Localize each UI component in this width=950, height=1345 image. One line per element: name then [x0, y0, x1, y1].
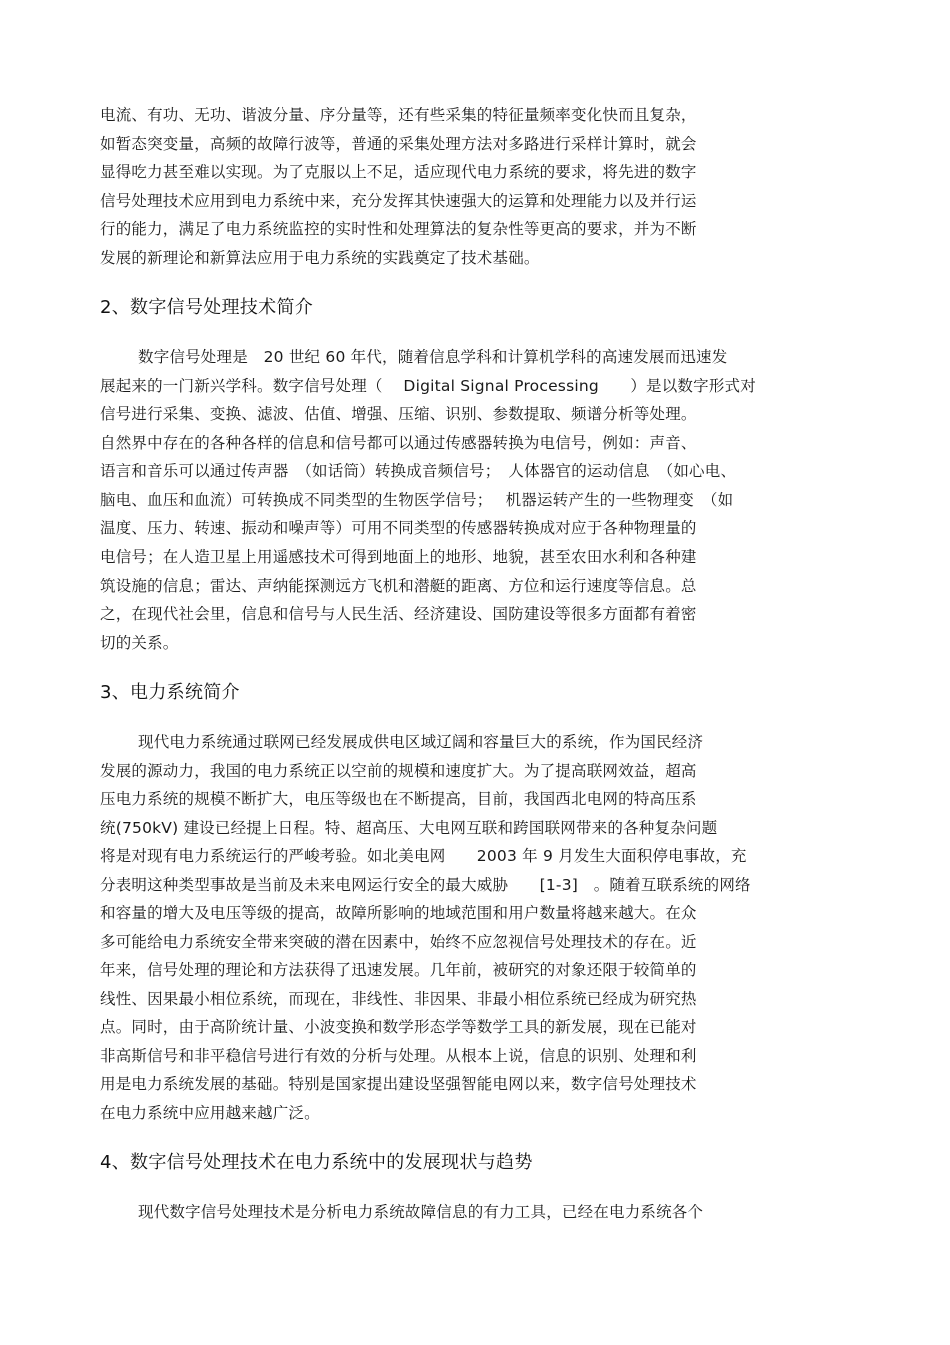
paragraph-line: 显得吃力甚至难以实现。为了克服以上不足，适应现代电力系统的要求，将先进的数字 — [100, 163, 697, 181]
paragraph-line: 发展的源动力，我国的电力系统正以空前的规模和速度扩大。为了提高联网效益，超高 — [100, 762, 697, 780]
paragraph-line: 数字信号处理是 20 世纪 60 年代，随着信息学科和计算机学科的高速发展而迅速发 — [138, 348, 728, 366]
paragraph-line: 统(750kV) 建设已经提上日程。特、超高压、大电网互联和跨国联网带来的各种复杂问题 — [100, 819, 718, 837]
paragraph-line: 行的能力，满足了电力系统监控的实时性和处理算法的复杂性等更高的要求，并为不断 — [100, 220, 697, 238]
paragraph-line: 信号进行采集、变换、滤波、估值、增强、压缩、识别、参数提取、频谱分析等处理。 — [100, 405, 697, 423]
paragraph-line: 切的关系。 — [100, 634, 179, 652]
section-heading: 3、电力系统简介 — [100, 682, 240, 703]
paragraph-line: 发展的新理论和新算法应用于电力系统的实践奠定了技术基础。 — [100, 249, 540, 267]
paragraph-line: 展起来的一门新兴学科。数字信号处理（ Digital Signal Processing ）是以数字形式对 — [100, 377, 756, 395]
paragraph-line: 和容量的增大及电压等级的提高，故障所影响的地域范围和用户数量将越来越大。在众 — [100, 904, 697, 922]
paragraph-line: 将是对现有电力系统运行的严峻考验。如北美电网 2003 年 9 月发生大面积停电事故，充 — [100, 847, 747, 865]
paragraph-line: 非高斯信号和非平稳信号进行有效的分析与处理。从根本上说，信息的识别、处理和利 — [100, 1047, 697, 1065]
paragraph-line: 之，在现代社会里，信息和信号与人民生活、经济建设、国防建设等很多方面都有着密 — [100, 605, 697, 623]
paragraph-line: 脑电、血压和血流）可转换成不同类型的生物医学信号； 机器运转产生的一些物理变 （如 — [100, 491, 734, 509]
paragraph-line: 年来，信号处理的理论和方法获得了迅速发展。几年前，被研究的对象还限于较简单的 — [100, 961, 697, 979]
paragraph-line: 点。同时，由于高阶统计量、小波变换和数学形态学等数学工具的新发展，现在已能对 — [100, 1018, 697, 1036]
paragraph-line: 信号处理技术应用到电力系统中来，充分发挥其快速强大的运算和处理能力以及并行运 — [100, 192, 697, 210]
paragraph-line: 分表明这种类型事故是当前及未来电网运行安全的最大威胁 [1-3] 。随着互联系统的网络 — [100, 876, 751, 894]
paragraph-line: 自然界中存在的各种各样的信息和信号都可以通过传感器转换为电信号，例如：声音、 — [100, 434, 697, 452]
paragraph-line: 语言和音乐可以通过传声器 （如话筒）转换成音频信号； 人体器官的运动信息 （如心电、 — [100, 462, 737, 480]
paragraph-line: 电流、有功、无功、谐波分量、序分量等，还有些采集的特征量频率变化快而且复杂， — [100, 106, 697, 124]
paragraph-line: 如暂态突变量，高频的故障行波等，普通的采集处理方法对多路进行采样计算时，就会 — [100, 135, 697, 153]
paragraph-line: 线性、因果最小相位系统，而现在，非线性、非因果、非最小相位系统已经成为研究热 — [100, 990, 697, 1008]
paragraph-line: 现代电力系统通过联网已经发展成供电区域辽阔和容量巨大的系统，作为国民经济 — [138, 733, 704, 751]
paragraph-line: 现代数字信号处理技术是分析电力系统故障信息的有力工具，已经在电力系统各个 — [138, 1203, 704, 1221]
paragraph-line: 在电力系统中应用越来越广泛。 — [100, 1104, 320, 1122]
paragraph-line: 多可能给电力系统安全带来突破的潜在因素中，始终不应忽视信号处理技术的存在。近 — [100, 933, 697, 951]
section-heading: 4、数字信号处理技术在电力系统中的发展现状与趋势 — [100, 1152, 533, 1173]
paragraph-line: 用是电力系统发展的基础。特别是国家提出建设坚强智能电网以来，数字信号处理技术 — [100, 1075, 697, 1093]
paragraph-line: 筑设施的信息；雷达、声纳能探测远方飞机和潜艇的距离、方位和运行速度等信息。总 — [100, 577, 697, 595]
paragraph-line: 电信号；在人造卫星上用遥感技术可得到地面上的地形、地貌，甚至农田水利和各种建 — [100, 548, 697, 566]
paragraph-line: 温度、压力、转速、振动和噪声等）可用不同类型的传感器转换成对应于各种物理量的 — [100, 519, 697, 537]
section-heading: 2、数字信号处理技术简介 — [100, 297, 314, 318]
paragraph-line: 压电力系统的规模不断扩大，电压等级也在不断提高，目前，我国西北电网的特高压系 — [100, 790, 697, 808]
